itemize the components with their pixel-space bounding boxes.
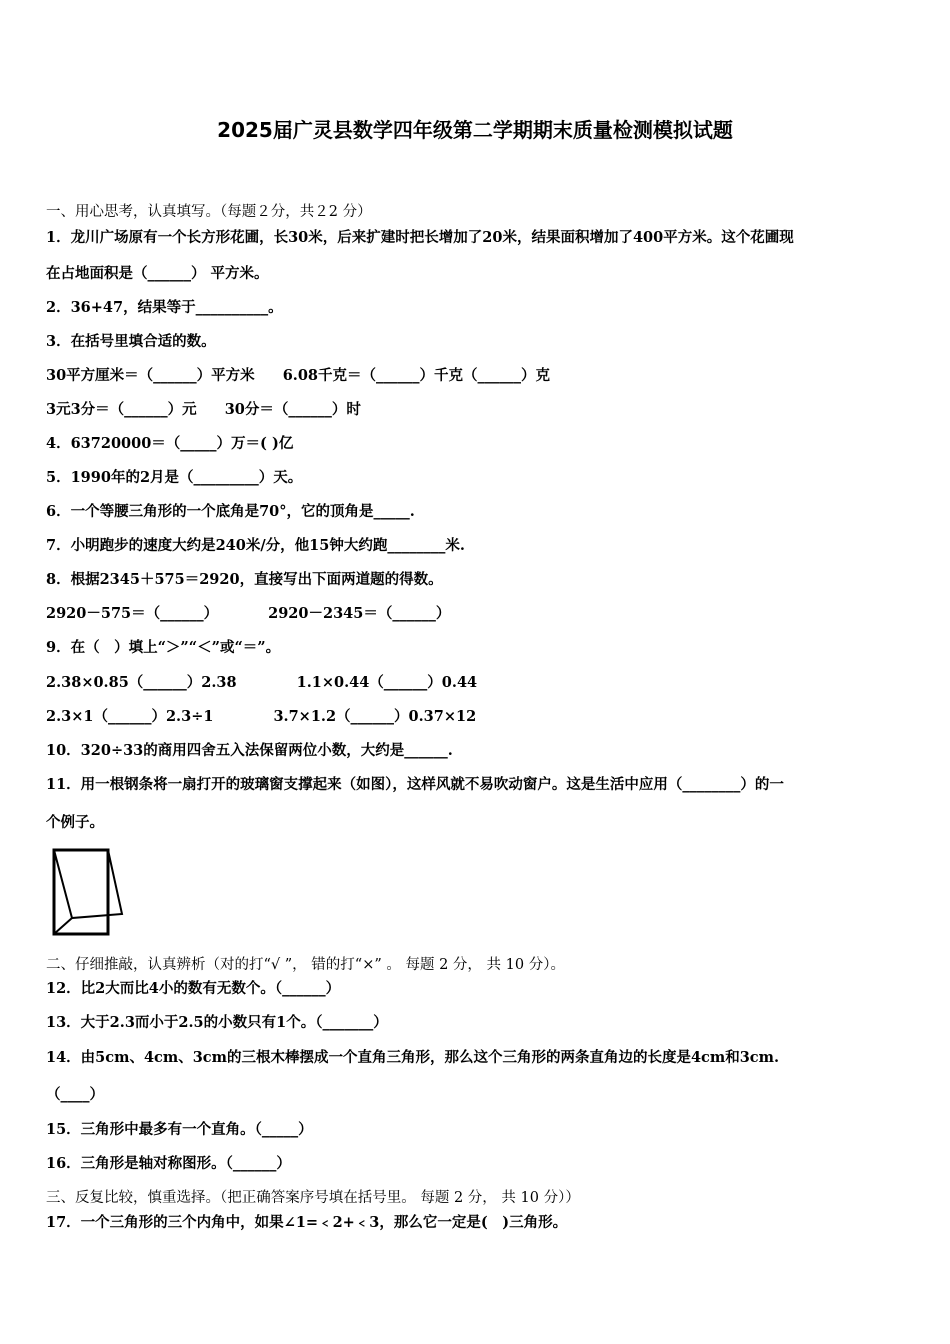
question-3-item-d: 30分＝（______）时 [224, 401, 361, 418]
question-3-item-c: 3元3分＝（______）元 [46, 401, 197, 418]
window-support-figure [50, 848, 126, 936]
page-title: 2025届广灵县数学四年级第二学期期末质量检测模拟试题 [217, 118, 733, 142]
question-8-item-b: 2920－2345＝（______） [268, 605, 451, 622]
question-11-line-2: 个例子。 [46, 814, 104, 831]
question-2: 2．36+47，结果等于__________。 [46, 299, 283, 316]
question-1-line-1: 1．龙川广场原有一个长方形花圃，长30米，后来扩建时把长增加了20米，结果面积增加了400平方米。这个花圃现 [46, 229, 794, 246]
section-1-heading: 一、用心思考，认真填写。（每题２分，共２2 分） [46, 204, 372, 220]
question-3: 3．在括号里填合适的数。 [46, 333, 216, 350]
question-8-item-a: 2920－575＝（______） [46, 605, 219, 622]
question-13: 13．大于2.3而小于2.5的小数只有1个。（_______） [46, 1014, 388, 1031]
question-16: 16．三角形是轴对称图形。（______） [46, 1155, 291, 1172]
question-9-row-2 [46, 707, 476, 727]
question-4: 4．63720000＝（_____）万＝( )亿 [46, 435, 294, 452]
question-5: 5．1990年的2月是（_________）天。 [46, 469, 303, 486]
question-1-line-2: 在占地面积是（______） 平方米。 [46, 265, 269, 282]
question-6: 6．一个等腰三角形的一个底角是70°，它的顶角是_____. [46, 503, 415, 520]
question-15: 15．三角形中最多有一个直角。（_____） [46, 1121, 313, 1138]
question-3-item-a: 30平方厘米＝（______）平方米 [46, 367, 255, 384]
section-2-heading: 二、仔细推敲，认真辨析（对的打“√ ”， 错的打“×” 。 每题 2 分， 共 10 分）。 [46, 957, 565, 973]
question-7: 7．小明跑步的速度大约是240米/分，他15钟大约跑________米. [46, 537, 465, 554]
question-9-row-1 [46, 673, 477, 693]
question-3-item-b: 6.08千克＝（______）千克（______）克 [282, 367, 551, 384]
question-8-row [46, 604, 450, 624]
question-12: 12．比2大而比4小的数有无数个。（______） [46, 980, 341, 997]
question-9-item-c: 2.3×1（______）2.3÷1 [46, 708, 214, 725]
question-3-row-2 [46, 400, 361, 420]
question-14-line-1: 14．由5cm、4cm、3cm的三根木棒摆成一个直角三角形，那么这个三角形的两条直角边的长度是4cm和3cm. [46, 1049, 780, 1066]
window-frame [54, 850, 108, 934]
section-3-heading: 三、反复比较，慎重选择。（把正确答案序号填在括号里。 每题 2 分， 共 10 分）） [46, 1190, 580, 1206]
question-11-line-1: 11．用一根钢条将一扇打开的玻璃窗支撑起来（如图），这样风就不易吹动窗户。这是生活中应用（________）的一 [46, 776, 784, 793]
question-3-row-1 [46, 366, 550, 386]
question-10: 10．320÷33的商用四舍五入法保留两位小数，大约是______. [46, 742, 453, 759]
question-9: 9．在（ ）填上“＞”“＜”或“＝”。 [46, 639, 281, 656]
question-8: 8．根据2345＋575＝2920，直接写出下面两道题的得数。 [46, 571, 443, 588]
question-9-item-a: 2.38×0.85（______）2.38 [46, 674, 237, 691]
question-9-item-b: 1.1×0.44（______）0.44 [296, 674, 478, 691]
open-window-pane [54, 850, 122, 918]
question-9-item-d: 3.7×1.2（______）0.37×12 [273, 708, 477, 725]
question-14-line-2: （____） [46, 1086, 104, 1103]
question-17: 17．一个三角形的三个内角中，如果∠1=﹤2+﹤3，那么它一定是( )三角形。 [46, 1214, 568, 1231]
support-bar [54, 918, 72, 934]
